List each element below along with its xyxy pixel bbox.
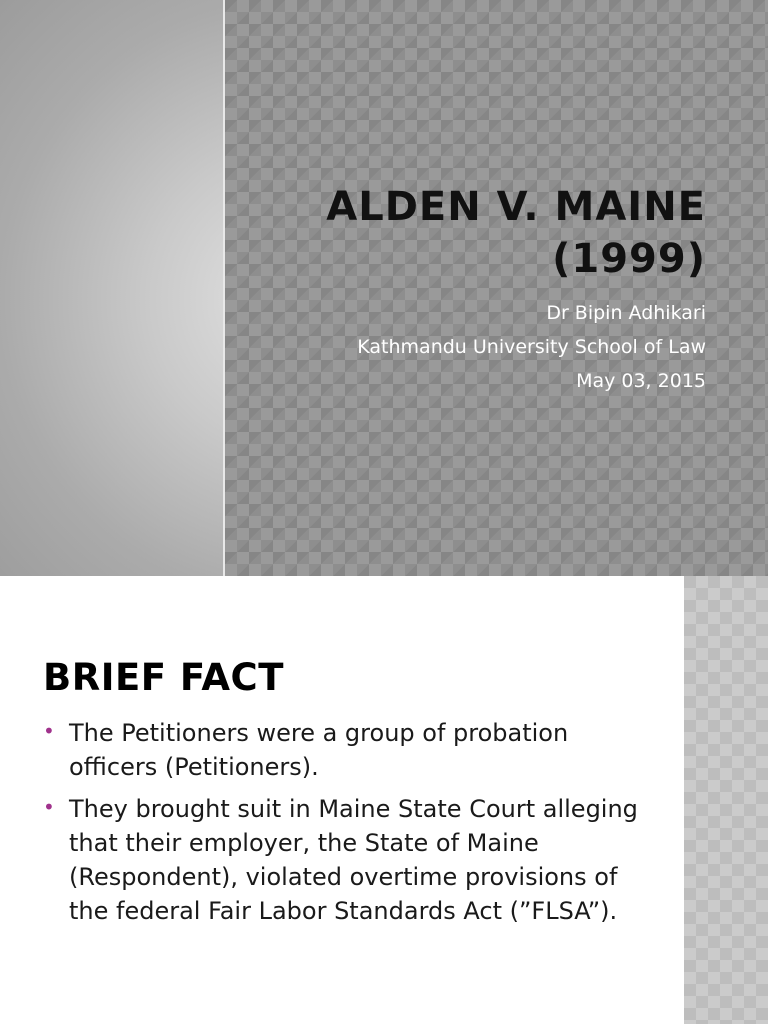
slide-heading: BRIEF FACT <box>43 656 284 699</box>
institution-name: Kathmandu University School of Law <box>357 336 706 358</box>
bullet-list <box>43 716 643 936</box>
bullet-icon: • <box>43 719 55 743</box>
slide-pattern-panel <box>225 0 768 576</box>
bullet-item <box>43 716 643 784</box>
presentation-date: May 03, 2015 <box>576 370 706 392</box>
content-slide <box>0 576 768 1024</box>
bullet-icon: • <box>43 795 55 819</box>
bullet-item <box>43 792 643 928</box>
bullet-text: They brought suit in Maine State Court alleging that their employer, the State of Maine (Respondent), violated overtime provisions of the federal Fair Labor Standards Act (”FLSA”). <box>69 795 638 925</box>
slide-left-panel <box>0 0 224 576</box>
author-name: Dr Bipin Adhikari <box>546 302 706 324</box>
title-line: (1999) <box>552 236 706 282</box>
slide-subtitle <box>357 296 706 398</box>
bullet-text: The Petitioners were a group of probation officers (Petitioners). <box>69 719 569 781</box>
slide-side-strip <box>684 576 768 1024</box>
title-line: ALDEN V. MAINE <box>326 184 706 230</box>
slide-title <box>326 181 706 285</box>
